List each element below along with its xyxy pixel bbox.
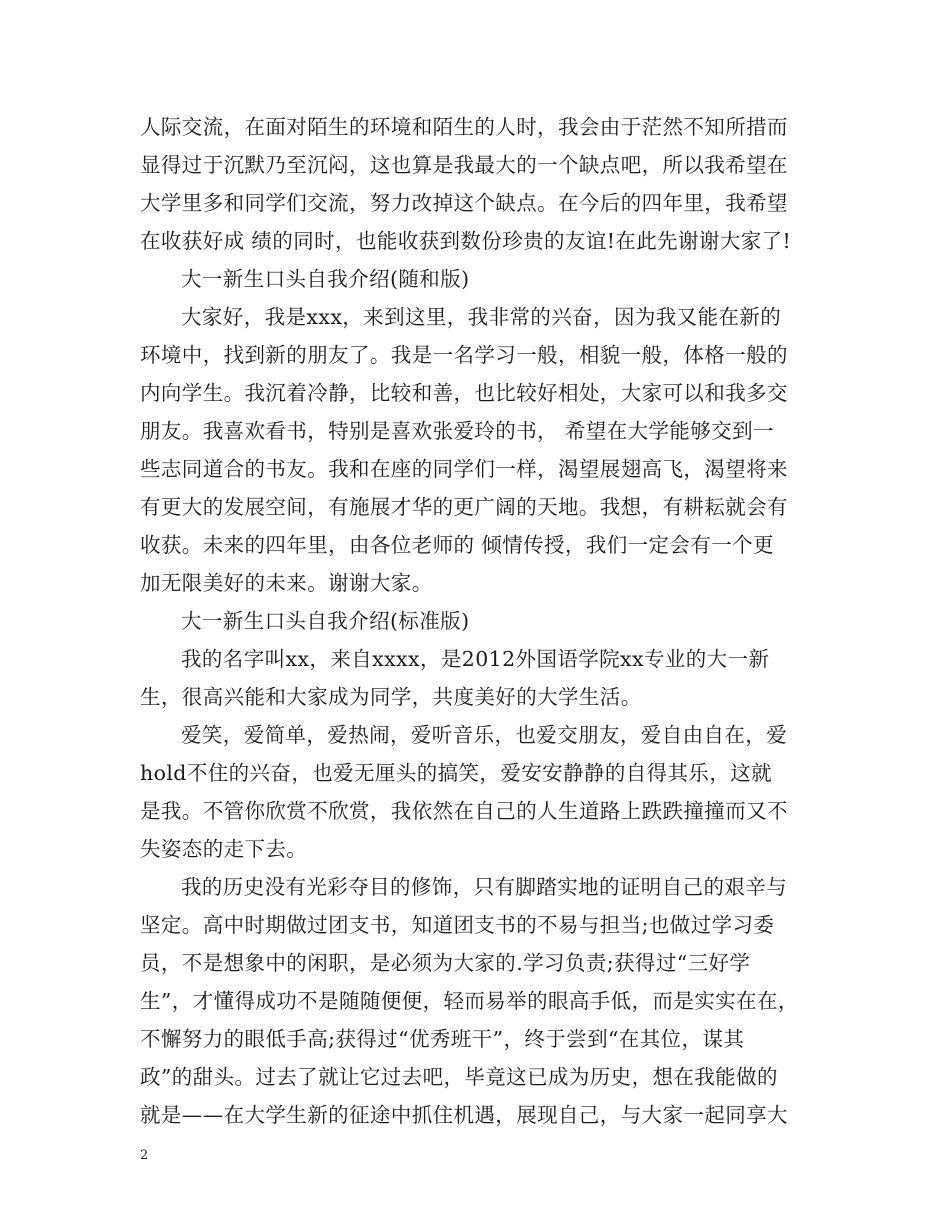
section-heading-standard: 大一新生口头自我介绍(标准版) [181, 609, 470, 633]
text-line: 生”，才懂得成功不是随随便便，轻而易举的眼高手低，而是实实在在， [140, 989, 799, 1013]
section-heading-casual: 大一新生口头自我介绍(随和版) [181, 267, 470, 291]
text-line: 收获。未来的四年里，由各位老师的 倾情传授，我们一定会有一个更 [140, 533, 774, 557]
text-line: 大家好，我是xxx，来到这里，我非常的兴奋，因为我又能在新的 [181, 305, 782, 329]
text-line: 生，很高兴能和大家成为同学，共度美好的大学生活。 [140, 685, 642, 709]
text-line: 失姿态的走下去。 [140, 837, 308, 861]
text-line: 坚定。高中时期做过团支书，知道团支书的不易与担当;也做过学习委 [140, 913, 775, 937]
text-line: 显得过于沉默乃至沉闷，这也算是我最大的一个缺点吧，所以我希望在 [140, 153, 788, 177]
text-line: 我的名字叫xx，来自xxxx，是2012外国语学院xx专业的大一新 [181, 647, 770, 671]
document-body [140, 108, 820, 1134]
text-line: 朋友。我喜欢看书，特别是喜欢张爱玲的书， 希望在大学能够交到一 [140, 419, 774, 443]
text-line: 大学里多和同学们交流，努力改掉这个缺点。在今后的四年里，我希望 [140, 191, 788, 215]
text-line: 不懈努力的眼低手高;获得过“优秀班干”，终于尝到“在其位，谋其 [140, 1027, 745, 1051]
text-line: 有更大的发展空间，有施展才华的更广阔的天地。我想，有耕耘就会有 [140, 495, 788, 519]
text-line: 内向学生。我沉着冷静，比较和善，也比较好相处，大家可以和我多交 [140, 381, 788, 405]
text-line: 加无限美好的未来。谢谢大家。 [140, 571, 433, 595]
text-line: 员，不是想象中的闲职，是必须为大家的.学习负责;获得过“三好学 [140, 951, 751, 975]
text-line: 人际交流，在面对陌生的环境和陌生的人时，我会由于茫然不知所措而 [140, 115, 788, 139]
text-line: 是我。不管你欣赏不欣赏，我依然在自己的人生道路上跌跌撞撞而又不 [140, 799, 788, 823]
text-line: 我的历史没有光彩夺目的修饰，只有脚踏实地的证明自己的艰辛与 [181, 875, 788, 899]
text-line: 就是——在大学生新的征途中抓住机遇，展现自己，与大家一起同享大 [140, 1103, 788, 1127]
text-line: 政”的甜头。过去了就让它过去吧，毕竟这已成为历史，想在我能做的 [140, 1065, 778, 1089]
text-line: 环境中，找到新的朋友了。我是一名学习一般，相貌一般，体格一般的 [140, 343, 788, 367]
text-line: 在收获好成 绩的同时，也能收获到数份珍贵的友谊!在此先谢谢大家了! [140, 229, 792, 253]
text-line: 些志同道合的书友。我和在座的同学们一样，渴望展翅高飞，渴望将来 [140, 457, 788, 481]
page-number: 2 [140, 1148, 149, 1163]
text-line: hold不住的兴奋，也爱无厘头的搞笑，爱安安静静的自得其乐，这就 [140, 761, 773, 785]
text-line: 爱笑，爱简单，爱热闹，爱听音乐，也爱交朋友，爱自由自在，爱 [181, 723, 788, 747]
